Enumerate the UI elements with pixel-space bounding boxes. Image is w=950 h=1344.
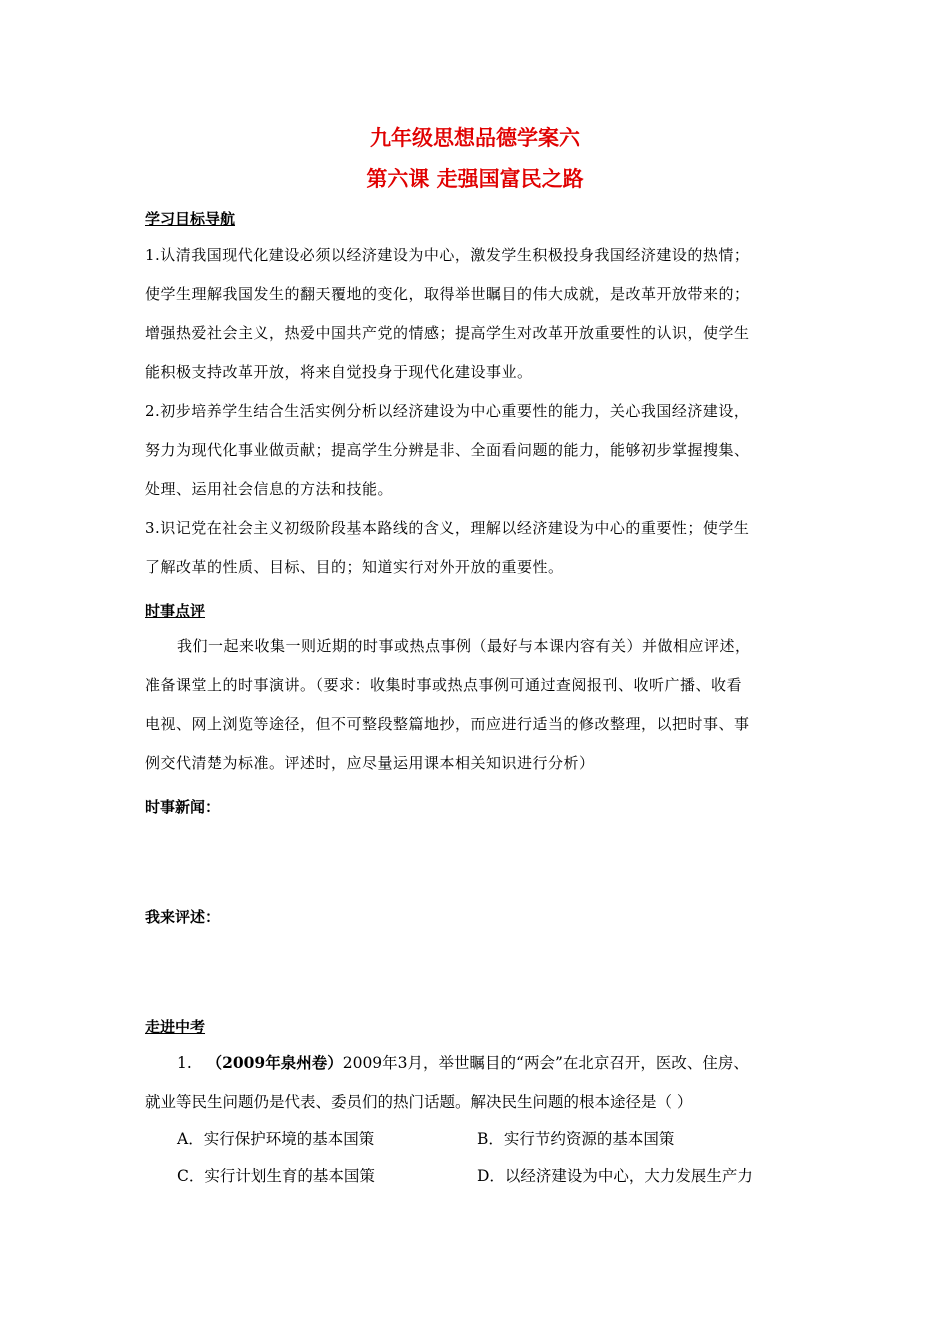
question-line xyxy=(145,1043,815,1083)
text-line: 例交代清楚为标准。评述时，应尽量运用课本相关知识进行分析） xyxy=(145,754,595,772)
text-line: 电视、网上浏览等途径，但不可整段整篇地抄，而应进行适当的修改整理，以把时事、事 xyxy=(145,715,750,733)
document-title: 九年级思想品德学案六 xyxy=(370,125,580,150)
section-heading-current-affairs: 时事点评 xyxy=(145,602,206,620)
option-d: D．以经济建设为中心，大力发展生产力 xyxy=(477,1167,753,1185)
text-line: 2.初步培养学生结合生活实例分析以经济建设为中心重要性的能力，关心我国经济建设， xyxy=(145,402,750,420)
question-source: （2009年泉州卷） xyxy=(206,1053,343,1072)
text-line: 了解改革的性质、目标、目的；知道实行对外开放的重要性。 xyxy=(145,558,564,576)
section-heading-exam: 走进中考 xyxy=(145,1018,206,1036)
news-label: 时事新闻： xyxy=(145,798,221,816)
text-line: 3.识记党在社会主义初级阶段基本路线的含义，理解以经济建设为中心的重要性；使学生 xyxy=(145,519,750,537)
objectives-paragraph xyxy=(145,236,810,587)
question-text: 2009年3月，举世瞩目的“两会”在北京召开，医改、住房、 xyxy=(342,1054,749,1072)
option-a: A．实行保护环境的基本国策 xyxy=(177,1130,375,1148)
text-line: 努力为现代化事业做贡献；提高学生分辨是非、全面看问题的能力，能够初步掌握搜集、 xyxy=(145,441,750,459)
lesson-subtitle: 第六课 走强国富民之路 xyxy=(366,166,584,191)
text-line: 1.认清我国现代化建设必须以经济建设为中心，激发学生积极投身我国经济建设的热情； xyxy=(145,246,750,264)
text-line: 准备课堂上的时事演讲。（要求：收集时事或热点事例可通过查阅报刊、收听广播、收看 xyxy=(145,676,743,694)
text-line: 使学生理解我国发生的翻天覆地的变化，取得举世瞩目的伟大成就，是改革开放带来的； xyxy=(145,285,750,303)
text-line: 处理、运用社会信息的方法和技能。 xyxy=(145,480,394,498)
comment-label: 我来评述： xyxy=(145,908,221,926)
section-heading-objectives: 学习目标导航 xyxy=(145,210,236,228)
text-line: 能积极支持改革开放，将来自觉投身于现代化建设事业。 xyxy=(145,363,533,381)
question-1 xyxy=(145,1043,815,1122)
option-b: B．实行节约资源的基本国策 xyxy=(477,1130,675,1148)
current-affairs-paragraph xyxy=(145,627,810,783)
text-line: 我们一起来收集一则近期的时事或热点事例（最好与本课内容有关）并做相应评述， xyxy=(177,637,751,655)
text-line: 增强热爱社会主义，热爱中国共产党的情感；提高学生对改革开放重要性的认识，使学生 xyxy=(145,324,750,342)
option-c: C．实行计划生育的基本国策 xyxy=(177,1167,375,1185)
question-line: 就业等民生问题仍是代表、委员们的热门话题。解决民生问题的根本途径是（ ） xyxy=(145,1093,693,1111)
question-number: 1. xyxy=(177,1054,192,1072)
